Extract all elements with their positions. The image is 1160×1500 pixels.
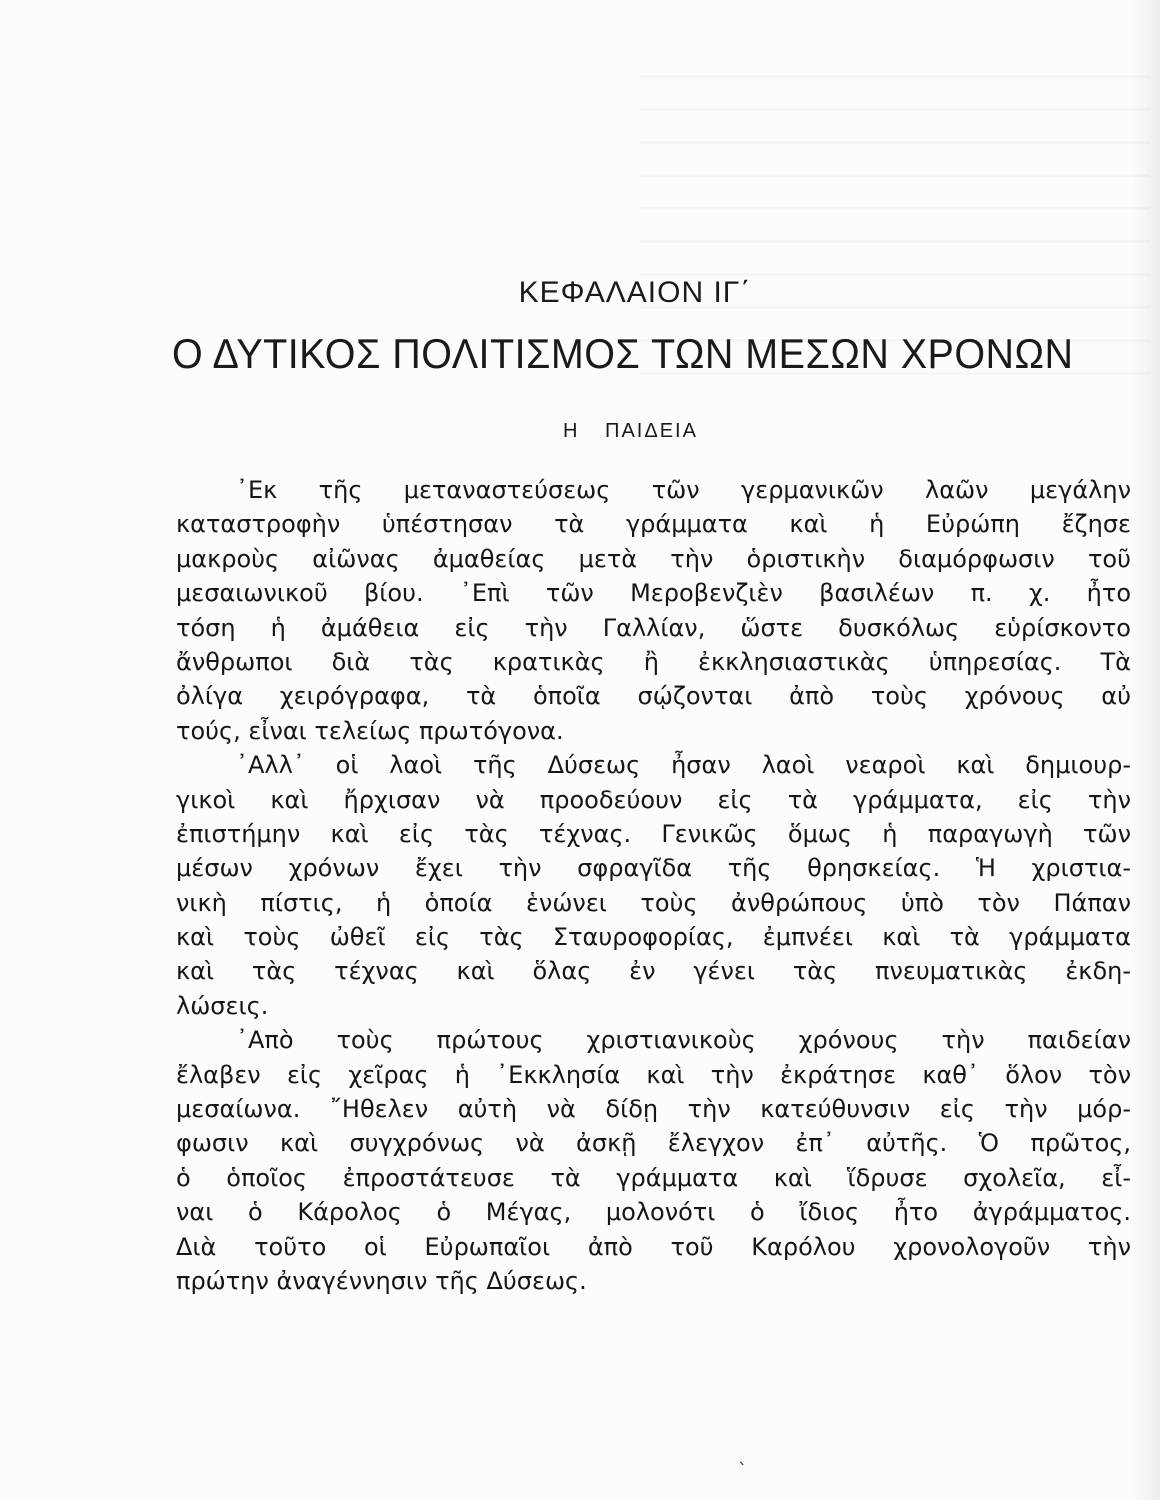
chapter-number: ΚΕΦΑΛΑΙΟΝ ΙΓ΄ bbox=[518, 276, 752, 309]
paragraph-2-line-8: λώσεις. bbox=[176, 991, 269, 1020]
paragraph-3-line-6: ναι ὁ Κάρολος ὁ Μέγας, μολονότι ὁ ἴδιος ἦτο ἀγράμματος. bbox=[176, 1198, 1131, 1227]
paragraph-1-line-3: μακροὺς αἰῶνας ἀμαθείας μετὰ τὴν ὁριστικὴν διαμόρφωσιν τοῦ bbox=[176, 544, 1131, 573]
paragraph-2-line-3: ἐπιστήμην καὶ εἰς τὰς τέχνας. Γενικῶς ὅμως ἡ παραγωγὴ τῶν bbox=[176, 819, 1131, 848]
paragraph-1-line-1: ᾽Εκ τῆς μεταναστεύσεως τῶν γερμανικῶν λαῶν μεγάλην bbox=[236, 476, 1131, 504]
paragraph-1-line-7: ὀλίγα χειρόγραφα, τὰ ὁποῖα σῴζονται ἀπὸ τοὺς χρόνους αὐ bbox=[176, 682, 1131, 711]
paragraph-2-line-6: καὶ τοὺς ὠθεῖ εἰς τὰς Σταυροφορίας, ἐμπνέει καὶ τὰ γράμματα bbox=[176, 923, 1131, 952]
chapter-title: Ο ΔΥΤΙΚΟΣ ΠΟΛΙΤΙΣΜΟΣ ΤΩΝ ΜΕΣΩΝ ΧΡΟΝΩΝ bbox=[172, 330, 1074, 377]
paragraph-2-line-1: ᾽Αλλ᾽ οἱ λαοὶ τῆς Δύσεως ἦσαν λαοὶ νεαροὶ καὶ δημιουρ- bbox=[236, 751, 1131, 780]
paragraph-2-line-7: καὶ τὰς τέχνας καὶ ὅλας ἐν γένει τὰς πνευματικὰς ἐκδη- bbox=[176, 957, 1131, 986]
paragraph-1-line-4: μεσαιωνικοῦ βίου. ᾽Επὶ τῶν Μεροβενζιὲν βασιλέων π. χ. ἦτο bbox=[176, 579, 1131, 608]
paragraph-1-line-5: τόση ἡ ἀμάθεια εἰς τὴν Γαλλίαν, ὥστε δυσκόλως εὑρίσκοντο bbox=[176, 613, 1131, 642]
paragraph-1-line-6: ἄνθρωποι διὰ τὰς κρατικὰς ἢ ἐκκλησιαστικὰς ὑπηρεσίας. Τὰ bbox=[176, 647, 1131, 676]
section-heading: Η ΠΑΙΔΕΙΑ bbox=[563, 420, 698, 442]
body-text bbox=[176, 473, 1131, 1298]
paragraph-2-line-5: νικὴ πίστις, ἡ ὁποία ἑνώνει τοὺς ἀνθρώπους ὑπὸ τὸν Πάπαν bbox=[176, 888, 1131, 917]
paragraph-1-line-8: τούς, εἶναι τελείως πρωτόγονα. bbox=[176, 716, 564, 745]
paragraph-3-line-8: πρώτην ἀναγέννησιν τῆς Δύσεως. bbox=[176, 1266, 587, 1295]
paragraph-3-line-1: ᾽Απὸ τοὺς πρώτους χριστιανικοὺς χρόνους τὴν παιδείαν bbox=[236, 1026, 1131, 1055]
stray-mark: ˋ bbox=[738, 1460, 747, 1481]
paragraph-2-line-4: μέσων χρόνων ἔχει τὴν σφραγῖδα τῆς θρησκείας. Ἡ χριστια- bbox=[176, 854, 1131, 883]
page-edge-shadow bbox=[1132, 0, 1160, 1500]
paragraph-3-line-7: Διὰ τοῦτο οἱ Εὐρωπαῖοι ἀπὸ τοῦ Καρόλου χρονολογοῦν τὴν bbox=[176, 1232, 1131, 1261]
paragraph-1-line-2: καταστροφὴν ὑπέστησαν τὰ γράμματα καὶ ἡ Εὐρώπη ἔζησε bbox=[176, 510, 1131, 539]
paragraph-3-line-5: ὁ ὁποῖος ἐπροστάτευσε τὰ γράμματα καὶ ἵδρυσε σχολεῖα, εἶ- bbox=[176, 1163, 1131, 1192]
paragraph-2-line-2: γικοὶ καὶ ἤρχισαν νὰ προοδεύουν εἰς τὰ γράμματα, εἰς τὴν bbox=[176, 785, 1131, 814]
paragraph-3-line-3: μεσαίωνα. ῎Ηθελεν αὐτὴ νὰ δίδῃ τὴν κατεύθυνσιν εἰς τὴν μόρ- bbox=[176, 1095, 1131, 1124]
paragraph-3-line-4: φωσιν καὶ συγχρόνως νὰ ἀσκῇ ἔλεγχον ἐπ᾽ αὐτῆς. Ὁ πρῶτος, bbox=[176, 1129, 1131, 1158]
paragraph-3-line-2: ἔλαβεν εἰς χεῖρας ἡ ᾽Εκκλησία καὶ τὴν ἐκράτησε καθ᾽ ὅλον τὸν bbox=[176, 1060, 1131, 1089]
